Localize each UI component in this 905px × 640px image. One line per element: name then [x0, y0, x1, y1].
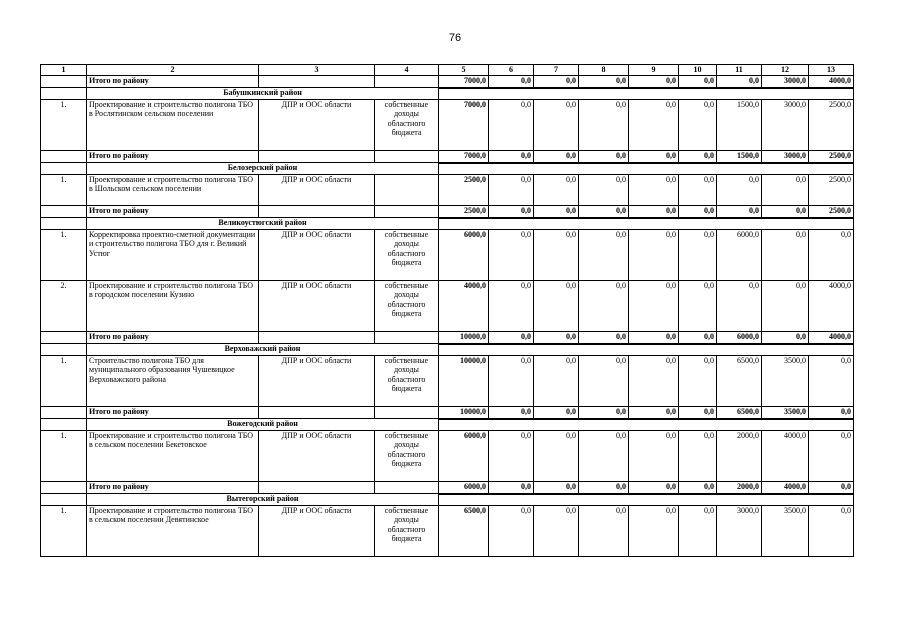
- amount-value: 6000,0: [439, 430, 489, 481]
- district-total-row: [41, 75, 854, 88]
- district-header-row: [41, 218, 854, 230]
- funding-source: собственные доходы областного бюджета: [375, 280, 439, 331]
- amount-value: 6500,0: [717, 355, 762, 406]
- header-cell: 13: [809, 65, 854, 76]
- total-value: 2500,0: [809, 205, 854, 218]
- total-value: 3500,0: [762, 406, 809, 419]
- empty-cell: [41, 163, 87, 175]
- total-value: 0,0: [717, 75, 762, 88]
- amount-value: 0,0: [679, 430, 717, 481]
- district-name: Вытегорский район: [87, 494, 439, 506]
- empty-cell: [41, 331, 87, 344]
- table-row: [41, 174, 854, 205]
- amount-value: 0,0: [489, 355, 534, 406]
- total-value: 7000,0: [439, 75, 489, 88]
- amount-value: 0,0: [629, 505, 679, 556]
- district-total-row: [41, 205, 854, 218]
- empty-cell: [439, 494, 854, 506]
- total-value: 0,0: [679, 406, 717, 419]
- row-number: 1.: [41, 505, 87, 556]
- amount-value: 0,0: [629, 174, 679, 205]
- header-row: [41, 65, 854, 76]
- amount-value: 0,0: [579, 505, 629, 556]
- district-total-row: [41, 331, 854, 344]
- total-value: 3000,0: [762, 150, 809, 163]
- district-total-row: [41, 406, 854, 419]
- empty-cell: [259, 481, 375, 494]
- table-row: [41, 99, 854, 150]
- project-name: Проектирование и строительство полигона ТБО в сельском поселении Девятинское: [87, 505, 259, 556]
- funding-source: собственные доходы областного бюджета: [375, 99, 439, 150]
- funding-source: собственные доходы областного бюджета: [375, 505, 439, 556]
- total-value: 0,0: [629, 150, 679, 163]
- district-header-row: [41, 344, 854, 356]
- total-value: 6500,0: [717, 406, 762, 419]
- empty-cell: [375, 75, 439, 88]
- total-value: 2500,0: [439, 205, 489, 218]
- table-row: [41, 505, 854, 556]
- total-value: 4000,0: [809, 75, 854, 88]
- amount-value: 0,0: [809, 505, 854, 556]
- empty-cell: [259, 406, 375, 419]
- total-value: 0,0: [579, 205, 629, 218]
- executor: ДПР и ООС области: [259, 505, 375, 556]
- table-row: [41, 229, 854, 280]
- project-name: Проектирование и строительство полигона ТБО в сельском поселении Бекетовское: [87, 430, 259, 481]
- total-value: 0,0: [534, 150, 579, 163]
- amount-value: 0,0: [679, 174, 717, 205]
- header-cell: 8: [579, 65, 629, 76]
- program-table: [40, 64, 854, 557]
- executor: ДПР и ООС области: [259, 280, 375, 331]
- empty-cell: [41, 218, 87, 230]
- total-value: 0,0: [679, 150, 717, 163]
- total-label: Итого по району: [87, 205, 259, 218]
- amount-value: 0,0: [579, 99, 629, 150]
- district-name: Верховажский район: [87, 344, 439, 356]
- empty-cell: [375, 406, 439, 419]
- amount-value: 2500,0: [809, 99, 854, 150]
- district-total-row: [41, 150, 854, 163]
- amount-value: 4000,0: [762, 430, 809, 481]
- total-value: 2500,0: [809, 150, 854, 163]
- total-value: 0,0: [579, 75, 629, 88]
- empty-cell: [439, 419, 854, 431]
- total-value: 0,0: [534, 331, 579, 344]
- total-value: 0,0: [579, 406, 629, 419]
- header-cell: 12: [762, 65, 809, 76]
- empty-cell: [439, 163, 854, 175]
- total-value: 10000,0: [439, 406, 489, 419]
- amount-value: 0,0: [579, 430, 629, 481]
- header-cell: 7: [534, 65, 579, 76]
- total-value: 0,0: [489, 75, 534, 88]
- amount-value: 0,0: [534, 355, 579, 406]
- row-number: 1.: [41, 174, 87, 205]
- funding-source: собственные доходы областного бюджета: [375, 229, 439, 280]
- row-number: 1.: [41, 355, 87, 406]
- amount-value: 0,0: [679, 355, 717, 406]
- total-value: 0,0: [629, 75, 679, 88]
- row-number: 1.: [41, 99, 87, 150]
- amount-value: 3500,0: [762, 355, 809, 406]
- amount-value: 0,0: [579, 280, 629, 331]
- amount-value: 2500,0: [809, 174, 854, 205]
- amount-value: 4000,0: [809, 280, 854, 331]
- header-cell: 2: [87, 65, 259, 76]
- amount-value: 0,0: [534, 229, 579, 280]
- total-value: 0,0: [809, 406, 854, 419]
- amount-value: 6000,0: [717, 229, 762, 280]
- amount-value: 0,0: [629, 280, 679, 331]
- total-label: Итого по району: [87, 406, 259, 419]
- amount-value: 0,0: [534, 174, 579, 205]
- empty-cell: [375, 331, 439, 344]
- empty-cell: [41, 205, 87, 218]
- amount-value: 0,0: [629, 99, 679, 150]
- total-value: 0,0: [679, 75, 717, 88]
- amount-value: 0,0: [762, 174, 809, 205]
- amount-value: 0,0: [762, 280, 809, 331]
- header-cell: 3: [259, 65, 375, 76]
- amount-value: 0,0: [489, 505, 534, 556]
- table-row: [41, 430, 854, 481]
- executor: ДПР и ООС области: [259, 430, 375, 481]
- total-value: 0,0: [679, 331, 717, 344]
- empty-cell: [439, 344, 854, 356]
- district-name: Белозерский район: [87, 163, 439, 175]
- amount-value: 0,0: [629, 355, 679, 406]
- empty-cell: [375, 150, 439, 163]
- amount-value: 2500,0: [439, 174, 489, 205]
- district-header-row: [41, 419, 854, 431]
- amount-value: 0,0: [534, 505, 579, 556]
- total-value: 0,0: [629, 331, 679, 344]
- total-value: 0,0: [679, 205, 717, 218]
- empty-cell: [375, 481, 439, 494]
- empty-cell: [439, 88, 854, 100]
- total-value: 6000,0: [439, 481, 489, 494]
- total-value: 0,0: [629, 406, 679, 419]
- empty-cell: [259, 75, 375, 88]
- amount-value: 7000,0: [439, 99, 489, 150]
- empty-cell: [41, 75, 87, 88]
- amount-value: 0,0: [629, 430, 679, 481]
- amount-value: 0,0: [762, 229, 809, 280]
- project-name: Корректировка проектно-сметной документации и строительство полигона ТБО для г. Великий Устюг: [87, 229, 259, 280]
- total-label: Итого по району: [87, 331, 259, 344]
- row-number: 2.: [41, 280, 87, 331]
- amount-value: 0,0: [629, 229, 679, 280]
- amount-value: 0,0: [679, 505, 717, 556]
- total-value: 1500,0: [717, 150, 762, 163]
- header-cell: 4: [375, 65, 439, 76]
- amount-value: 6000,0: [439, 229, 489, 280]
- total-value: 10000,0: [439, 331, 489, 344]
- amount-value: 3000,0: [717, 505, 762, 556]
- empty-cell: [41, 150, 87, 163]
- amount-value: 0,0: [534, 99, 579, 150]
- total-value: 0,0: [534, 205, 579, 218]
- total-value: 0,0: [762, 205, 809, 218]
- amount-value: 0,0: [489, 280, 534, 331]
- total-value: 0,0: [489, 205, 534, 218]
- header-cell: 9: [629, 65, 679, 76]
- row-number: 1.: [41, 229, 87, 280]
- amount-value: 0,0: [809, 355, 854, 406]
- header-cell: 11: [717, 65, 762, 76]
- total-value: 0,0: [629, 205, 679, 218]
- total-value: 0,0: [579, 150, 629, 163]
- total-value: 0,0: [629, 481, 679, 494]
- total-value: 0,0: [534, 406, 579, 419]
- funding-source: собственные доходы областного бюджета: [375, 430, 439, 481]
- amount-value: 0,0: [679, 280, 717, 331]
- amount-value: 0,0: [809, 430, 854, 481]
- empty-cell: [259, 205, 375, 218]
- empty-cell: [41, 88, 87, 100]
- total-value: 4000,0: [762, 481, 809, 494]
- total-value: 0,0: [489, 331, 534, 344]
- funding-source: собственные доходы областного бюджета: [375, 355, 439, 406]
- header-cell: 1: [41, 65, 87, 76]
- empty-cell: [41, 481, 87, 494]
- total-value: 0,0: [489, 406, 534, 419]
- total-label: Итого по району: [87, 481, 259, 494]
- total-value: 2000,0: [717, 481, 762, 494]
- amount-value: 6500,0: [439, 505, 489, 556]
- page-number: 76: [448, 32, 462, 44]
- total-value: 0,0: [579, 481, 629, 494]
- amount-value: 0,0: [579, 174, 629, 205]
- total-value: 0,0: [489, 150, 534, 163]
- amount-value: 0,0: [489, 430, 534, 481]
- amount-value: 0,0: [579, 229, 629, 280]
- header-cell: 5: [439, 65, 489, 76]
- total-value: 0,0: [717, 205, 762, 218]
- total-value: 0,0: [534, 75, 579, 88]
- total-value: 7000,0: [439, 150, 489, 163]
- header-cell: 10: [679, 65, 717, 76]
- project-name: Проектирование и строительство полигона ТБО в Шольском сельском поселении: [87, 174, 259, 205]
- total-value: 0,0: [534, 481, 579, 494]
- district-header-row: [41, 494, 854, 506]
- amount-value: 10000,0: [439, 355, 489, 406]
- amount-value: 0,0: [489, 229, 534, 280]
- amount-value: 3000,0: [762, 99, 809, 150]
- empty-cell: [439, 218, 854, 230]
- amount-value: 0,0: [717, 174, 762, 205]
- total-label: Итого по району: [87, 150, 259, 163]
- total-value: 0,0: [762, 331, 809, 344]
- amount-value: 0,0: [679, 99, 717, 150]
- executor: ДПР и ООС области: [259, 229, 375, 280]
- amount-value: 0,0: [579, 355, 629, 406]
- amount-value: 0,0: [534, 430, 579, 481]
- total-value: 0,0: [679, 481, 717, 494]
- table-row: [41, 280, 854, 331]
- row-number: 1.: [41, 430, 87, 481]
- district-header-row: [41, 88, 854, 100]
- amount-value: 2000,0: [717, 430, 762, 481]
- project-name: Проектирование и строительство полигона ТБО в Рослятинском сельском поселении: [87, 99, 259, 150]
- project-name: Строительство полигона ТБО для муниципального образования Чушевицкое Верховажского района: [87, 355, 259, 406]
- amount-value: 0,0: [809, 229, 854, 280]
- total-value: 3000,0: [762, 75, 809, 88]
- amount-value: 0,0: [679, 229, 717, 280]
- district-name: Великоустюгский район: [87, 218, 439, 230]
- executor: ДПР и ООС области: [259, 99, 375, 150]
- executor: ДПР и ООС области: [259, 174, 375, 205]
- total-value: 0,0: [809, 481, 854, 494]
- empty-cell: [375, 205, 439, 218]
- executor: ДПР и ООС области: [259, 355, 375, 406]
- total-value: 0,0: [579, 331, 629, 344]
- district-total-row: [41, 481, 854, 494]
- district-header-row: [41, 163, 854, 175]
- district-name: Бабушкинский район: [87, 88, 439, 100]
- empty-cell: [41, 406, 87, 419]
- amount-value: 0,0: [489, 99, 534, 150]
- amount-value: 0,0: [717, 280, 762, 331]
- empty-cell: [259, 150, 375, 163]
- amount-value: 1500,0: [717, 99, 762, 150]
- total-value: 0,0: [489, 481, 534, 494]
- funding-source: [375, 174, 439, 205]
- total-value: 6000,0: [717, 331, 762, 344]
- empty-cell: [259, 331, 375, 344]
- total-label: Итого по району: [87, 75, 259, 88]
- amount-value: 3500,0: [762, 505, 809, 556]
- amount-value: 0,0: [534, 280, 579, 331]
- project-name: Проектирование и строительство полигона ТБО в городском поселении Кузино: [87, 280, 259, 331]
- header-cell: 6: [489, 65, 534, 76]
- amount-value: 0,0: [489, 174, 534, 205]
- total-value: 4000,0: [809, 331, 854, 344]
- empty-cell: [41, 344, 87, 356]
- amount-value: 4000,0: [439, 280, 489, 331]
- empty-cell: [41, 419, 87, 431]
- table-row: [41, 355, 854, 406]
- district-name: Вожегодский район: [87, 419, 439, 431]
- empty-cell: [41, 494, 87, 506]
